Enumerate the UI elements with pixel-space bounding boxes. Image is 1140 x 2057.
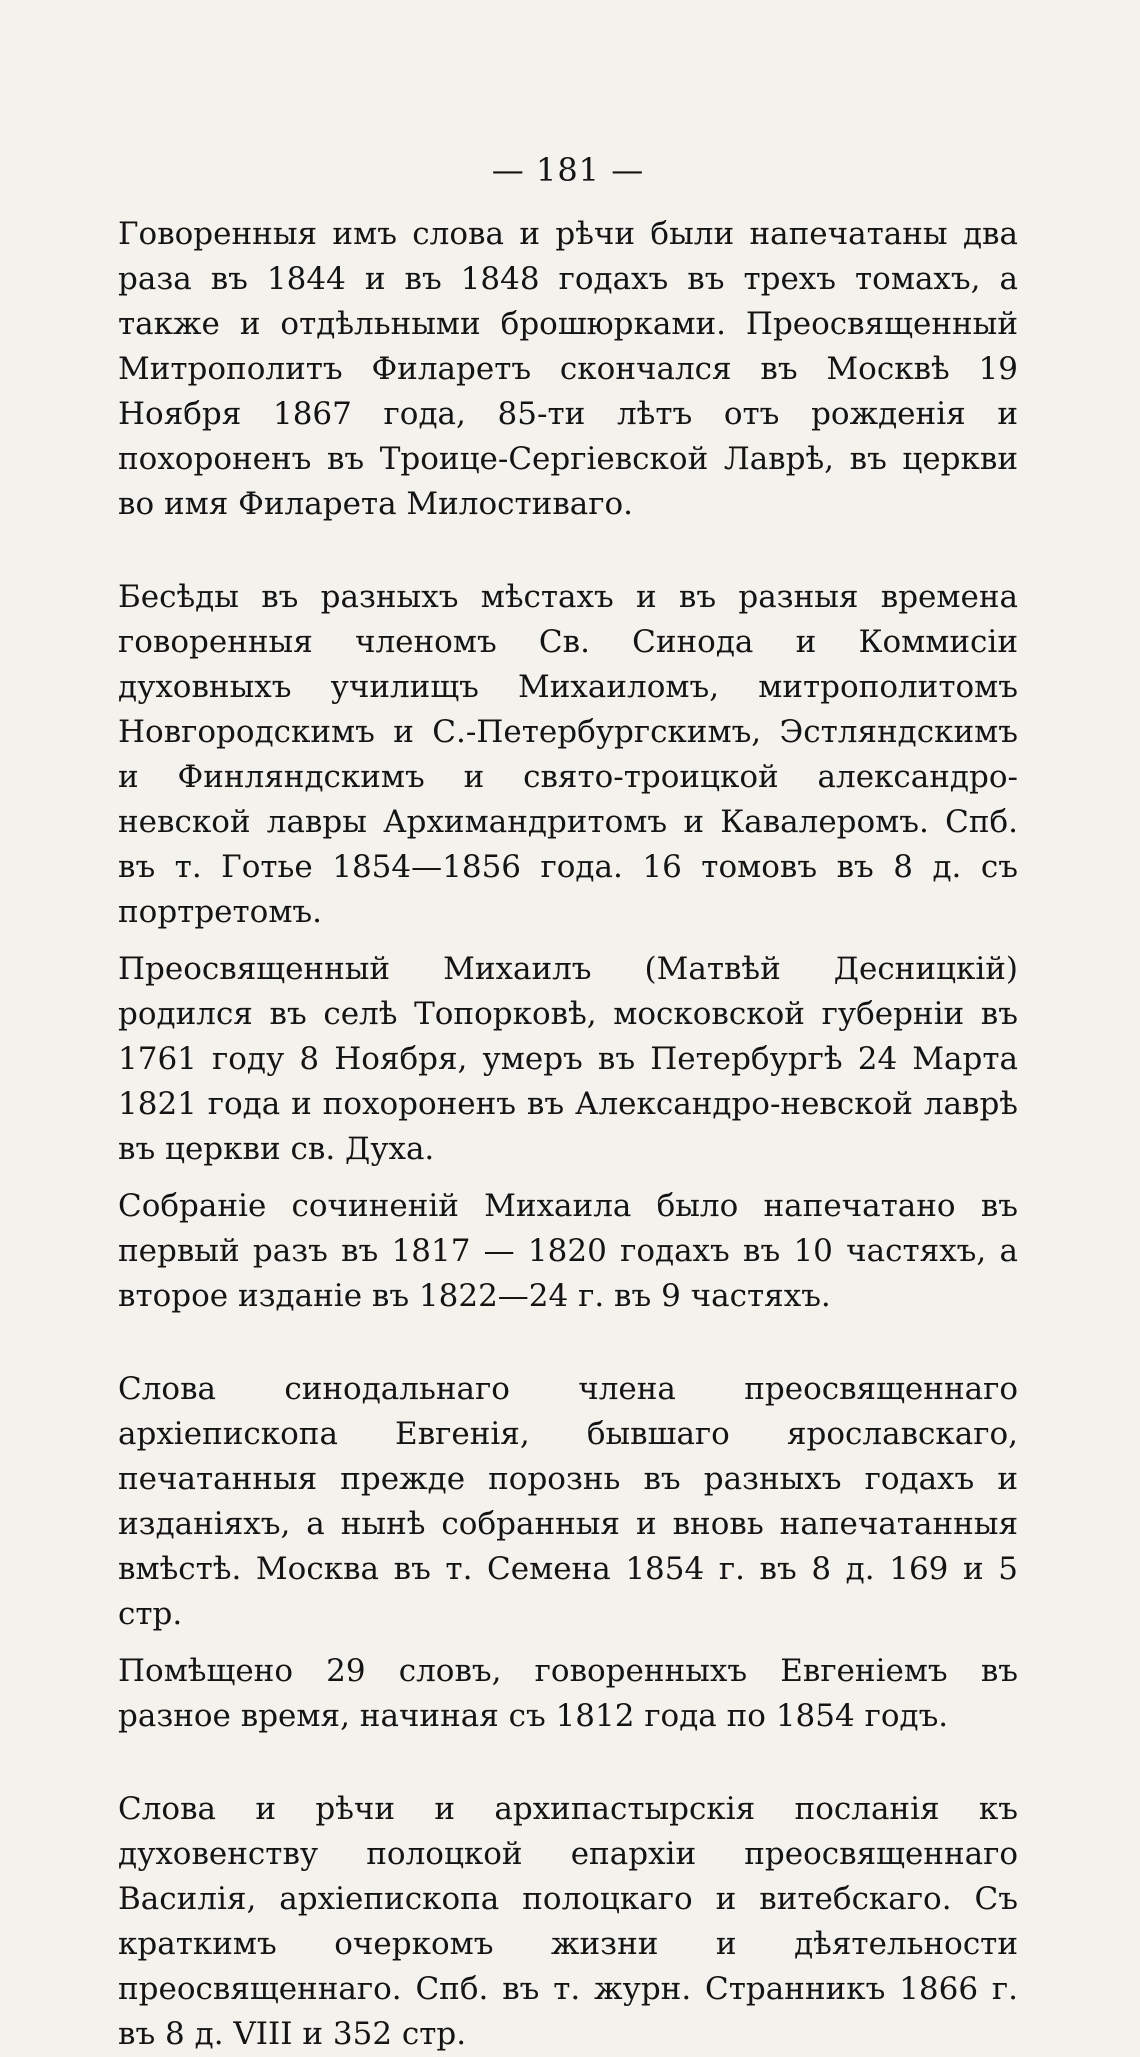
page-number: — 181 — <box>491 151 645 189</box>
paragraph: Преосвященный Михаилъ (Матвѣй Десницкій) родился въ селѣ Топорковѣ, московской губерніи въ 1761 году 8 Ноября, умеръ въ Петербургѣ 24 Марта 1821 года и похороненъ въ Александро-невской лаврѣ въ церкви св. Духа. <box>118 951 1018 1167</box>
paragraph: Собраніе сочиненій Михаила было напечатано въ первый разъ въ 1817 — 1820 годахъ въ 10 частяхъ, а второе изданіе въ 1822—24 г. въ 9 частяхъ. <box>118 1188 1018 1314</box>
entry-separator <box>118 527 1018 575</box>
entry-title-paragraph: Слова синодальнаго члена преосвященнаго архіепископа Евгенія, бывшаго ярославскаго, печатанныя прежде порознь въ разныхъ годахъ и изданіяхъ, а нынѣ собранныя и вновь напечатанныя вмѣстѣ. Москва въ т. Семена 1854 г. въ 8 д. 169 и 5 стр. <box>118 1371 1018 1632</box>
paragraph: Говоренныя имъ слова и рѣчи были напечатаны два раза въ 1844 и въ 1848 годахъ въ трехъ томахъ, а также и отдѣльными брошюрками. Преосвященный Митрополитъ Филаретъ скончался въ Москвѣ 19 Ноября 1867 года, 85-ти лѣтъ отъ рожденія и похороненъ въ Троице-Сергіевской Лаврѣ, въ церкви во имя Филарета Милостиваго. <box>118 216 1018 522</box>
book-page <box>118 150 1018 2057</box>
entry-vasily <box>118 1787 1018 2057</box>
entry-mikhail <box>118 575 1018 1319</box>
entry-evgeny <box>118 1367 1018 1739</box>
entry-filaret-continuation <box>118 212 1018 527</box>
entry-separator <box>118 1319 1018 1367</box>
entry-separator <box>118 1739 1018 1787</box>
entry-title-paragraph: Бесѣды въ разныхъ мѣстахъ и въ разныя времена говоренныя членомъ Св. Синода и Коммисіи духовныхъ училищъ Михаиломъ, митрополитомъ Новгородскимъ и С.-Петербургскимъ, Эстляндскимъ и Финляндскимъ и свято-троицкой александро-невской лавры Архимандритомъ и Кавалеромъ. Спб. въ т. Готье 1854—1856 года. 16 томовъ въ 8 д. съ портретомъ. <box>118 579 1018 930</box>
paragraph: Помѣщено 29 словъ, говоренныхъ Евгеніемъ въ разное время, начиная съ 1812 года по 1854 годъ. <box>118 1653 1018 1734</box>
entry-title-paragraph: Слова и рѣчи и архипастырскія посланія къ духовенству полоцкой епархіи преосвященнаго Василія, архіепископа полоцкаго и витебскаго. Съ краткимъ очеркомъ жизни и дѣятельности преосвященнаго. Спб. въ т. журн. Странникъ 1866 г. въ 8 д. VIII и 352 стр. <box>118 1791 1018 2052</box>
